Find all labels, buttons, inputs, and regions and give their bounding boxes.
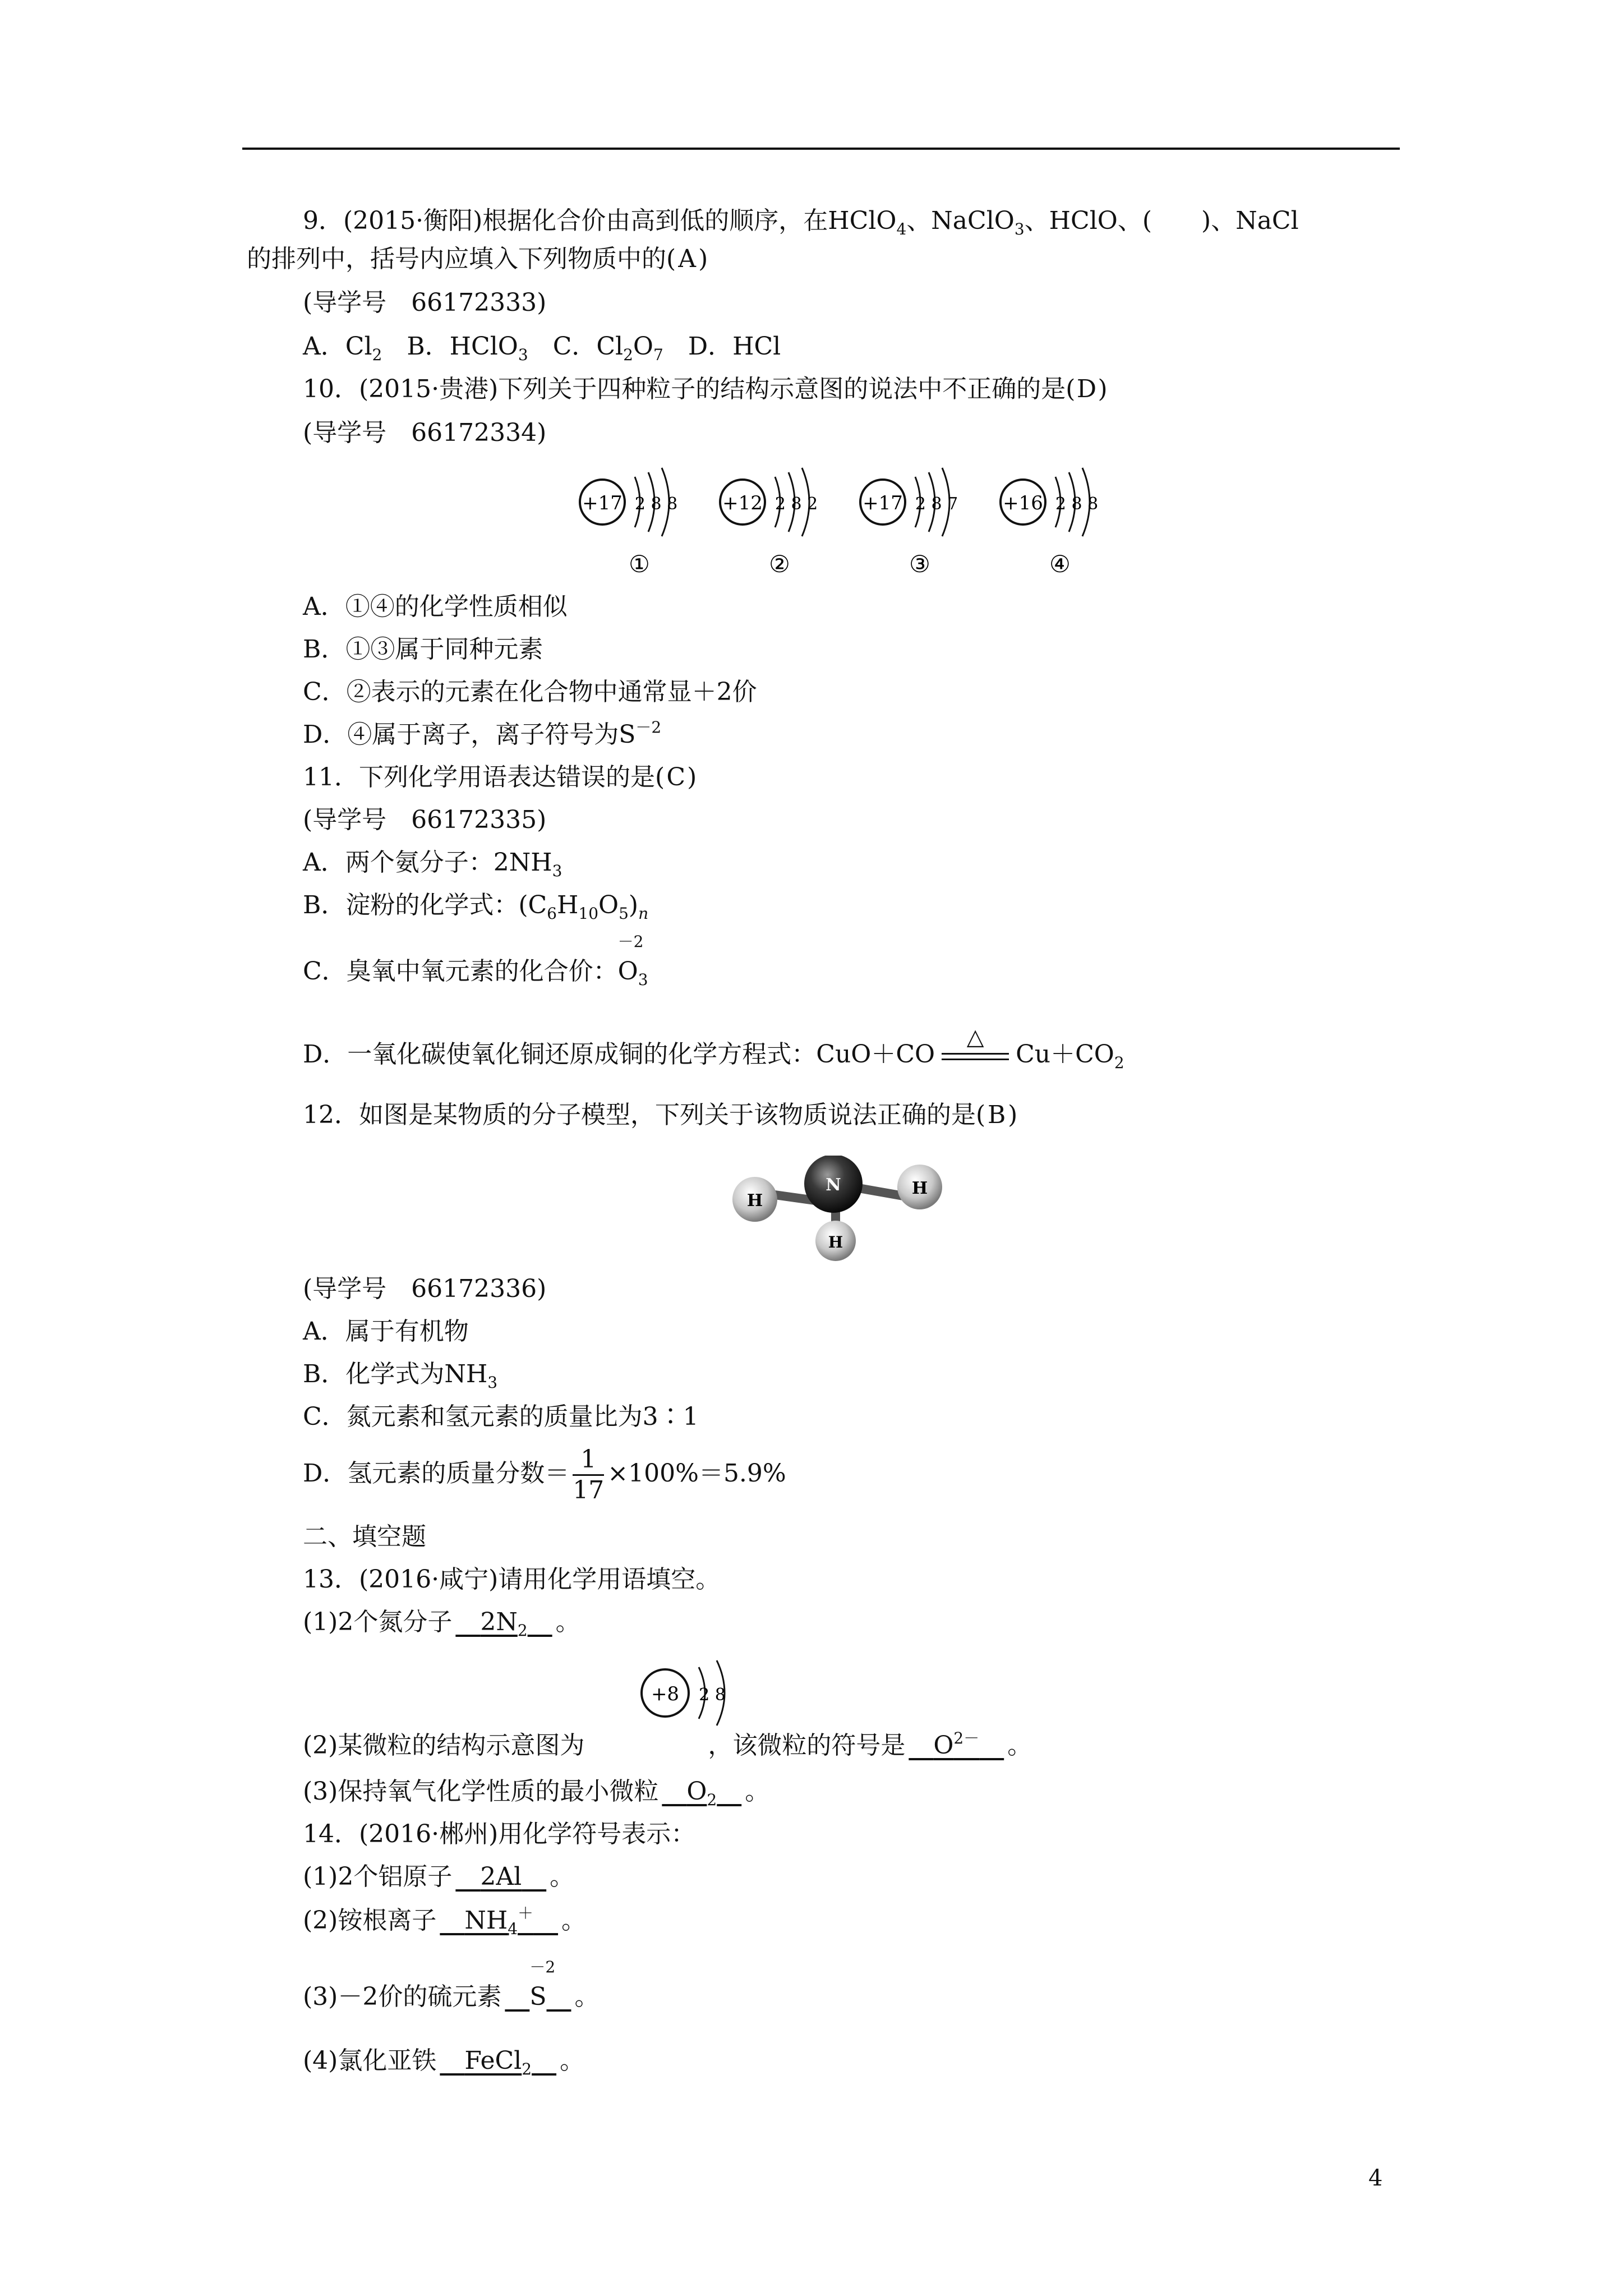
- q10-answer: D: [1076, 375, 1097, 403]
- q13-part2: (2)某微粒的结构示意图为 ，该微粒的符号是 $O^{2-}$ 。: [303, 1729, 1032, 1763]
- svg-text:2 8 8: 2 8 8: [1055, 494, 1099, 514]
- q13-part1-answer: $2N_2$: [480, 1608, 528, 1640]
- svg-text:2 8 8: 2 8 8: [634, 494, 678, 514]
- svg-text:+8: +8: [651, 1683, 680, 1705]
- q10-guide-number: (导学号 66172334): [303, 418, 547, 447]
- svg-text:③: ③: [909, 550, 930, 578]
- q14-part2-answer: $NH_4^+$: [464, 1904, 534, 1938]
- q13-stem: 13．(2016·咸宁)请用化学用语填空。: [303, 1565, 721, 1594]
- q12-option-b: B．化学式为$NH_3$: [303, 1360, 498, 1392]
- q13-part3: (3)保持氧气化学性质的最小微粒 $O_2$ 。: [303, 1775, 769, 1809]
- q14-part4-answer: FeCl$_2$: [464, 2046, 532, 2078]
- q11-guide-number: (导学号 66172335): [303, 806, 547, 834]
- q12-option-a: A．属于有机物: [303, 1317, 469, 1346]
- q10-option-c: C．②表示的元素在化合物中通常显＋2价: [303, 678, 757, 706]
- q13-part2-answer: $O^{2-}$: [933, 1729, 980, 1760]
- svg-text:+16: +16: [1003, 492, 1043, 514]
- page-number: 4: [1368, 2165, 1383, 2191]
- svg-text:+17: +17: [582, 492, 623, 514]
- q14-part2: (2)铵根离子 $NH_4^+$ 。: [303, 1904, 587, 1938]
- section-heading: 二、填空题: [303, 1522, 426, 1551]
- atomic-structure-diagrams: [572, 460, 1133, 589]
- q11-stem: 11．下列化学用语表达错误的是(C): [303, 761, 697, 794]
- q13-part3-answer: $O_2$: [686, 1777, 717, 1809]
- q14-stem: 14．(2016·郴州)用化学符号表示：: [303, 1820, 696, 1848]
- particle-3: [860, 468, 958, 578]
- q14-part4: (4)氯化亚铁 FeCl$_2$ 。: [303, 2044, 584, 2078]
- svg-text:H: H: [828, 1233, 843, 1251]
- q11-option-b: B．淀粉的化学式：$(C_6H_{10}O_5)_n$: [303, 891, 649, 923]
- header-rule: [242, 148, 1400, 150]
- q13-part1: (1)2个氮分子 $2N_2$ 。: [303, 1605, 580, 1639]
- svg-text:H: H: [911, 1179, 928, 1198]
- svg-text:+12: +12: [722, 492, 763, 514]
- q12-stem: 12．如图是某物质的分子模型，下列关于该物质说法正确的是(B): [303, 1098, 1017, 1132]
- particle-1: [580, 468, 677, 578]
- q12-option-d: D．氢元素的质量分数＝ $\frac{1}{17}$ ×100%＝5.9%: [303, 1445, 786, 1504]
- q9-options: A．$Cl_2$ B．HClO$_3$ C．$Cl_2O_7$ D．HCl: [303, 332, 781, 364]
- q14-part1: (1)2个铝原子 2Al 。: [303, 1860, 574, 1894]
- svg-text:2 8 2: 2 8 2: [774, 494, 818, 514]
- q12-answer: B: [987, 1101, 1006, 1129]
- q10-stem: 10．(2015·贵港)下列关于四种粒子的结构示意图的说法中不正确的是(D): [303, 372, 1108, 406]
- svg-text:H: H: [746, 1191, 763, 1211]
- q9-guide-number: (导学号 66172333): [303, 288, 547, 317]
- q10-option-d: D．④属于离子，离子符号为$S^{-2}$: [303, 718, 662, 749]
- fraction: $\frac{1}{17}$: [573, 1445, 605, 1504]
- q14-part3-answer: －2 S: [529, 1958, 556, 2011]
- q12-option-c: C．氮元素和氢元素的质量比为3∶1: [303, 1402, 699, 1431]
- heating-equals-sign: △: [942, 1045, 1009, 1068]
- svg-text:2 8 7: 2 8 7: [915, 494, 958, 514]
- q11-answer: C: [666, 763, 685, 792]
- svg-text:④: ④: [1049, 550, 1071, 578]
- q14-part1-answer: 2Al: [480, 1862, 522, 1891]
- particle-2: [720, 468, 818, 578]
- svg-text:N: N: [826, 1175, 841, 1195]
- q14-part3: (3)－2价的硫元素 －2 S 。: [303, 1980, 599, 2014]
- particle-4: [1000, 468, 1098, 578]
- q9-stem-line2: 的排列中，括号内应填入下列物质中的(A): [247, 242, 708, 276]
- svg-text:2 8: 2 8: [699, 1685, 726, 1705]
- q11-option-a: A．两个氨分子：$2NH_3$: [303, 848, 562, 880]
- q9-answer: A: [678, 245, 697, 273]
- q12-guide-number: (导学号 66172336): [303, 1274, 547, 1303]
- q10-option-b: B．①③属于同种元素: [303, 635, 543, 664]
- svg-text:+17: +17: [863, 492, 903, 514]
- q11-option-c: C．臭氧中氧元素的化合价： －2 $O_3$: [303, 932, 648, 989]
- q10-option-a: A．①④的化学性质相似: [303, 592, 568, 621]
- svg-text:①: ①: [629, 550, 650, 578]
- svg-text:②: ②: [769, 550, 790, 578]
- q9-stem-line1: 9．(2015·衡阳)根据化合价由高到低的顺序，在HClO$_4$、NaClO$_3$、HClO、( )、NaCl: [303, 206, 1299, 238]
- ammonia-molecule-model: [723, 1156, 959, 1268]
- q13-particle-diagram: [633, 1655, 756, 1739]
- q11-option-d: D．一氧化碳使氧化铜还原成铜的化学方程式：CuO＋CO △ $Cu+CO_2$: [303, 1024, 1124, 1072]
